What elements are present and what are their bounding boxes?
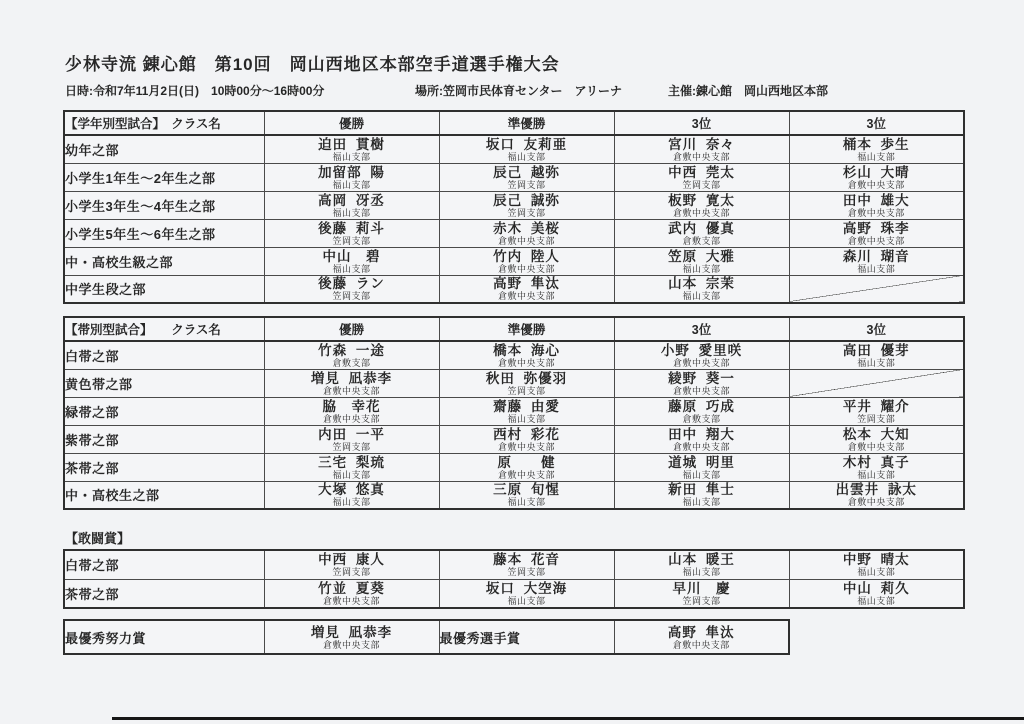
winner-branch: 福山支部 <box>857 263 896 274</box>
winner-name: 出雲井 詠太 <box>835 482 917 498</box>
winner-branch: 倉敷中央支部 <box>497 357 555 368</box>
winner-cell <box>789 191 964 219</box>
winner-name: 藤本 花音 <box>493 552 560 568</box>
winner-name: 綾野 葵一 <box>668 370 735 386</box>
table-row <box>64 369 964 397</box>
grade-table-class-header: 【学年別型試合】 クラス名 <box>64 111 264 135</box>
winner-branch: 福山支部 <box>507 497 546 508</box>
winner-name: 平井 耀介 <box>842 398 910 414</box>
winner-name: 大塚 悠真 <box>318 482 385 498</box>
table-row <box>64 275 964 303</box>
winner-name: 三原 旬惺 <box>493 482 560 498</box>
winner-name: 秋田 弥優羽 <box>485 370 568 386</box>
winner-name: 高田 優芽 <box>842 342 910 358</box>
winner-cell <box>439 163 614 191</box>
winner-branch: 倉敷中央支部 <box>847 497 905 508</box>
grade-table-first-place-header: 優勝 <box>264 111 439 135</box>
winner-cell <box>439 397 614 425</box>
table-row <box>64 247 964 275</box>
winner-name: 中山 莉久 <box>842 580 910 596</box>
winner-name: 笠原 大雅 <box>668 248 735 264</box>
winner-branch: 倉敷中央支部 <box>672 151 730 162</box>
winner-name: 竹森 一途 <box>318 342 385 358</box>
class-name: 小学生3年生～4年生之部 <box>64 191 264 219</box>
winner-name: 内田 一平 <box>318 426 385 442</box>
winner-name: 早川 慶 <box>672 580 731 596</box>
winner-branch: 倉敷中央支部 <box>322 413 380 424</box>
winner-cell <box>614 219 789 247</box>
winner-name: 三宅 梨琉 <box>318 454 385 470</box>
winner-branch: 笠岡支部 <box>332 567 371 578</box>
table-row <box>64 550 964 579</box>
winner-cell <box>614 341 789 369</box>
winner-name: 後藤 ラン <box>318 276 385 292</box>
winner-name: 武内 優真 <box>668 220 735 236</box>
grade-table-third-place-header: 3位 <box>789 111 964 135</box>
belt-table-first-place-header: 優勝 <box>264 317 439 341</box>
table-row <box>64 163 964 191</box>
special-awards-table <box>63 619 790 655</box>
winner-branch: 笠岡支部 <box>507 385 546 396</box>
class-name: 幼年之部 <box>64 135 264 163</box>
winner-name: 迫田 貫樹 <box>318 136 385 152</box>
class-name: 中学生段之部 <box>64 275 264 303</box>
winner-branch: 福山支部 <box>682 567 721 578</box>
winner-branch: 福山支部 <box>332 497 371 508</box>
winner-cell <box>614 579 789 608</box>
winner-branch: 倉敷中央支部 <box>847 441 905 452</box>
table-row <box>64 425 964 453</box>
winner-cell <box>614 135 789 163</box>
event-organizer: 主催:錬心館 岡山西地区本部 <box>668 84 828 98</box>
winner-cell <box>439 453 614 481</box>
table-row <box>64 341 964 369</box>
winner-cell <box>789 163 964 191</box>
winner-branch: 倉敷中央支部 <box>847 235 905 246</box>
winner-branch: 笠岡支部 <box>332 235 371 246</box>
winner-branch: 福山支部 <box>507 413 546 424</box>
winner-name: 中西 康人 <box>318 552 385 568</box>
event-datetime: 日時:令和7年11月2日(日) 10時00分～16時00分 <box>65 84 325 98</box>
winner-cell <box>614 247 789 275</box>
winner-name: 山本 暖王 <box>668 552 735 568</box>
winner-branch: 福山支部 <box>682 263 721 274</box>
winner-name: 竹並 夏葵 <box>318 580 385 596</box>
winner-branch: 福山支部 <box>857 469 896 480</box>
winner-name: 杉山 大晴 <box>842 164 910 180</box>
table-row <box>64 579 964 608</box>
winner-name: 脇 幸花 <box>322 398 381 414</box>
winner-branch: 倉敷支部 <box>682 413 721 424</box>
winner-cell <box>789 550 964 579</box>
winner-branch: 倉敷中央支部 <box>672 639 730 650</box>
belt-table-header-row <box>64 317 964 341</box>
winner-cell <box>789 397 964 425</box>
winner-cell <box>264 163 439 191</box>
winner-name: 高岡 冴丞 <box>318 192 385 208</box>
winner-branch: 倉敷中央支部 <box>672 357 730 368</box>
winner-cell <box>439 191 614 219</box>
winner-cell <box>264 481 439 509</box>
winner-branch: 倉敷中央支部 <box>672 441 730 452</box>
winner-cell <box>264 620 439 654</box>
winner-cell <box>789 247 964 275</box>
event-venue: 場所:笠岡市民体育センター アリーナ <box>415 84 623 98</box>
winner-branch: 笠岡支部 <box>332 441 371 452</box>
belt-table-second-place-header: 準優勝 <box>439 317 614 341</box>
winner-cell <box>789 481 964 509</box>
winner-branch: 福山支部 <box>332 469 371 480</box>
winner-name: 後藤 莉斗 <box>318 220 385 236</box>
winner-branch: 倉敷中央支部 <box>847 207 905 218</box>
winner-name: 坂口 友莉亜 <box>485 136 568 152</box>
scan-edge-artifact <box>112 717 1024 720</box>
winner-branch: 倉敷中央支部 <box>497 235 555 246</box>
winner-name: 辰己 誠弥 <box>493 192 560 208</box>
winner-name: 齋藤 由愛 <box>493 398 560 414</box>
winner-name: 加留部 陽 <box>318 164 385 180</box>
winner-branch: 倉敷中央支部 <box>322 385 380 396</box>
winner-cell <box>789 219 964 247</box>
winner-name: 竹内 陸人 <box>493 248 560 264</box>
winner-branch: 福山支部 <box>857 357 896 368</box>
belt-division-table <box>63 316 965 510</box>
winner-cell <box>264 369 439 397</box>
best-effort-award-label: 最優秀努力賞 <box>64 620 264 654</box>
table-row <box>64 219 964 247</box>
winner-cell <box>439 550 614 579</box>
winner-branch: 福山支部 <box>682 469 721 480</box>
winner-branch: 倉敷中央支部 <box>672 207 730 218</box>
winner-name: 中野 晴太 <box>842 552 910 568</box>
winner-name: 木村 真子 <box>842 454 910 470</box>
winner-cell <box>264 275 439 303</box>
winner-cell <box>614 369 789 397</box>
winner-branch: 倉敷中央支部 <box>322 595 380 606</box>
winner-name: 増見 凪恭李 <box>310 370 393 386</box>
winner-cell <box>614 550 789 579</box>
class-name: 小学生1年生～2年生之部 <box>64 163 264 191</box>
winner-branch: 福山支部 <box>857 151 896 162</box>
winner-cell <box>439 275 614 303</box>
winner-branch: 笠岡支部 <box>507 207 546 218</box>
winner-name: 藤原 巧成 <box>668 398 735 414</box>
class-name: 緑帯之部 <box>64 397 264 425</box>
event-info-line <box>65 82 963 99</box>
winner-name: 新田 隼士 <box>668 482 735 498</box>
winner-cell <box>264 579 439 608</box>
winner-name: 田中 雄大 <box>842 192 910 208</box>
belt-table-third-place-header: 3位 <box>789 317 964 341</box>
winner-branch: 福山支部 <box>332 179 371 190</box>
winner-name: 原 健 <box>497 454 556 470</box>
winner-name: 高野 隼汰 <box>493 276 560 292</box>
winner-cell <box>264 191 439 219</box>
winner-cell <box>264 453 439 481</box>
winner-name: 桶本 歩生 <box>842 136 910 152</box>
grade-table-second-place-header: 準優勝 <box>439 111 614 135</box>
winner-name: 高野 隼汰 <box>667 624 735 640</box>
winner-cell <box>439 369 614 397</box>
winner-cell <box>264 247 439 275</box>
table-row <box>64 481 964 509</box>
winner-branch: 倉敷中央支部 <box>497 469 555 480</box>
winner-branch: 笠岡支部 <box>507 567 546 578</box>
winner-branch: 倉敷中央支部 <box>497 291 555 302</box>
winner-cell <box>264 219 439 247</box>
winner-name: 辰己 越弥 <box>493 164 560 180</box>
empty-cell-diagonal <box>789 275 964 303</box>
winner-cell <box>789 341 964 369</box>
winner-name: 田中 翔大 <box>668 426 735 442</box>
winner-cell <box>614 163 789 191</box>
grade-table-header-row <box>64 111 964 135</box>
winner-branch: 倉敷中央支部 <box>672 385 730 396</box>
winner-name: 山本 宗茉 <box>668 276 735 292</box>
winner-cell <box>789 579 964 608</box>
document-content <box>63 50 963 655</box>
winner-name: 赤木 美桜 <box>493 220 560 236</box>
winner-name: 道城 明里 <box>668 454 735 470</box>
winner-cell <box>264 397 439 425</box>
winner-name: 中山 碧 <box>322 248 381 264</box>
winner-cell <box>614 453 789 481</box>
winner-name: 宮川 奈々 <box>668 136 735 152</box>
winner-cell <box>614 425 789 453</box>
winner-branch: 福山支部 <box>507 151 546 162</box>
class-name: 茶帯之部 <box>64 453 264 481</box>
class-name: 黄色帯之部 <box>64 369 264 397</box>
winner-cell <box>439 219 614 247</box>
class-name: 茶帯之部 <box>64 579 264 608</box>
winner-branch: 倉敷支部 <box>682 235 721 246</box>
table-row <box>64 620 789 654</box>
winner-branch: 倉敷中央支部 <box>497 263 555 274</box>
winner-branch: 笠岡支部 <box>857 413 896 424</box>
winner-cell <box>614 275 789 303</box>
winner-branch: 倉敷中央支部 <box>847 179 905 190</box>
winner-branch: 福山支部 <box>332 263 371 274</box>
winner-cell <box>439 341 614 369</box>
best-player-award-label: 最優秀選手賞 <box>439 620 614 654</box>
winner-branch: 福山支部 <box>682 291 721 302</box>
document-title: 少林寺流 錬心館 第10回 岡山西地区本部空手道選手権大会 <box>65 55 560 74</box>
winner-cell <box>439 481 614 509</box>
winner-branch: 福山支部 <box>682 497 721 508</box>
winner-cell <box>789 453 964 481</box>
winner-branch: 笠岡支部 <box>507 179 546 190</box>
winner-cell <box>439 425 614 453</box>
class-name: 白帯之部 <box>64 550 264 579</box>
winner-cell <box>614 191 789 219</box>
fighting-spirit-award-label: 【敢闘賞】 <box>65 531 131 546</box>
class-name: 小学生5年生～6年生之部 <box>64 219 264 247</box>
winner-branch: 倉敷中央支部 <box>497 441 555 452</box>
grade-division-table <box>63 110 965 304</box>
class-name: 白帯之部 <box>64 341 264 369</box>
winner-cell <box>264 135 439 163</box>
winner-cell <box>264 341 439 369</box>
belt-table-third-place-header: 3位 <box>614 317 789 341</box>
winner-name: 高野 珠李 <box>842 220 910 236</box>
winner-name: 増見 凪恭李 <box>310 624 393 640</box>
winner-name: 橋本 海心 <box>493 342 560 358</box>
class-name: 中・高校生級之部 <box>64 247 264 275</box>
winner-branch: 笠岡支部 <box>682 595 721 606</box>
winner-name: 小野 愛里咲 <box>660 342 743 358</box>
winner-cell <box>439 579 614 608</box>
class-name: 中・高校生之部 <box>64 481 264 509</box>
winner-branch: 福山支部 <box>332 207 371 218</box>
winner-cell <box>789 425 964 453</box>
winner-cell <box>614 620 789 654</box>
winner-cell <box>439 135 614 163</box>
winner-cell <box>264 550 439 579</box>
winner-name: 松本 大知 <box>842 426 910 442</box>
winner-name: 森川 瑚音 <box>842 248 910 264</box>
winner-branch: 倉敷支部 <box>332 357 371 368</box>
table-row <box>64 397 964 425</box>
winner-cell <box>439 247 614 275</box>
table-row <box>64 453 964 481</box>
grade-table-third-place-header: 3位 <box>614 111 789 135</box>
winner-branch: 倉敷中央支部 <box>322 639 380 650</box>
winner-branch: 福山支部 <box>507 595 546 606</box>
empty-cell-diagonal <box>789 369 964 397</box>
table-row <box>64 191 964 219</box>
winner-branch: 笠岡支部 <box>332 291 371 302</box>
winner-name: 坂口 大空海 <box>485 580 568 596</box>
winner-cell <box>789 135 964 163</box>
winner-cell <box>614 397 789 425</box>
winner-branch: 福山支部 <box>857 595 896 606</box>
class-name: 紫帯之部 <box>64 425 264 453</box>
table-row <box>64 135 964 163</box>
winner-cell <box>264 425 439 453</box>
fighting-spirit-table <box>63 549 965 609</box>
winner-branch: 福山支部 <box>857 567 896 578</box>
winner-branch: 笠岡支部 <box>682 179 721 190</box>
winner-cell <box>614 481 789 509</box>
winner-name: 中西 莞太 <box>668 164 735 180</box>
winner-name: 板野 寛太 <box>668 192 735 208</box>
winner-name: 西村 彩花 <box>493 426 560 442</box>
belt-table-class-header: 【帯別型試合】 クラス名 <box>64 317 264 341</box>
winner-branch: 福山支部 <box>332 151 371 162</box>
